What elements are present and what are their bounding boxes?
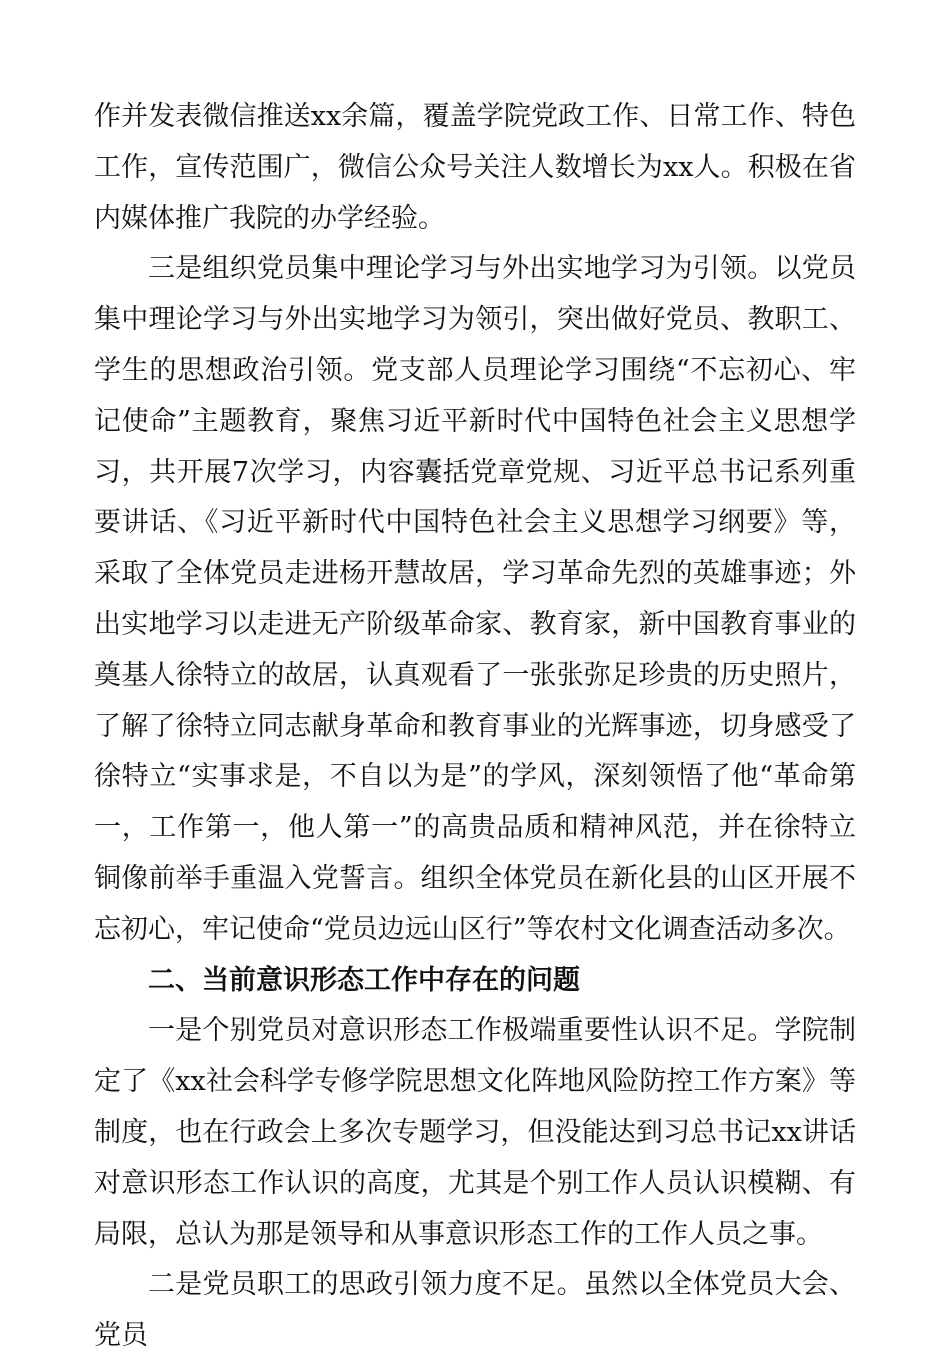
paragraph-continuation: 作并发表微信推送xx余篇，覆盖学院党政工作、日常工作、特色工作，宣传范围广，微信公众号关注人数增长为xx人。积极在省内媒体推广我院的办学经验。	[94, 101, 856, 234]
document-body	[94, 92, 856, 1362]
section-heading-problems: 二、当前意识形态工作中存在的问题	[148, 964, 580, 996]
paragraph-first-problem: 一是个别党员对意识形态工作极端重要性认识不足。学院制定了《xx社会科学专修学院思想文化阵地风险防控工作方案》等制度，也在行政会上多次专题学习，但没能达到习总书记xx讲话对意识形态工作认识的高度，尤其是个别工作人员认识模糊、有局限，总认为那是领导和从事意识形态工作的工作人员之事。	[94, 1015, 856, 1250]
paragraph-second-problem: 二是党员职工的思政引领力度不足。虽然以全体党员大会、党员	[94, 1269, 856, 1352]
paragraph-third-initiative: 三是组织党员集中理论学习与外出实地学习为引领。以党员集中理论学习与外出实地学习为领引，突出做好党员、教职工、学生的思想政治引领。党支部人员理论学习围绕“不忘初心、牢记使命”主题教育，聚焦习近平新时代中国特色社会主义思想学习，共开展7次学习，内容囊括党章党规、习近平总书记系列重要讲话、《习近平新时代中国特色社会主义思想学习纲要》等，采取了全体党员走进杨开慧故居，学习革命先烈的英雄事迹；外出实地学习以走进无产阶级革命家、教育家，新中国教育事业的奠基人徐特立的故居，认真观看了一张张弥足珍贵的历史照片，了解了徐特立同志献身革命和教育事业的光辉事迹，切身感受了徐特立“实事求是，不自以为是”的学风，深刻领悟了他“革命第一，工作第一，他人第一”的高贵品质和精神风范，并在徐特立铜像前举手重温入党誓言。组织全体党员在新化县的山区开展不忘初心，牢记使命“党员边远山区行”等农村文化调查活动多次。	[94, 253, 856, 945]
